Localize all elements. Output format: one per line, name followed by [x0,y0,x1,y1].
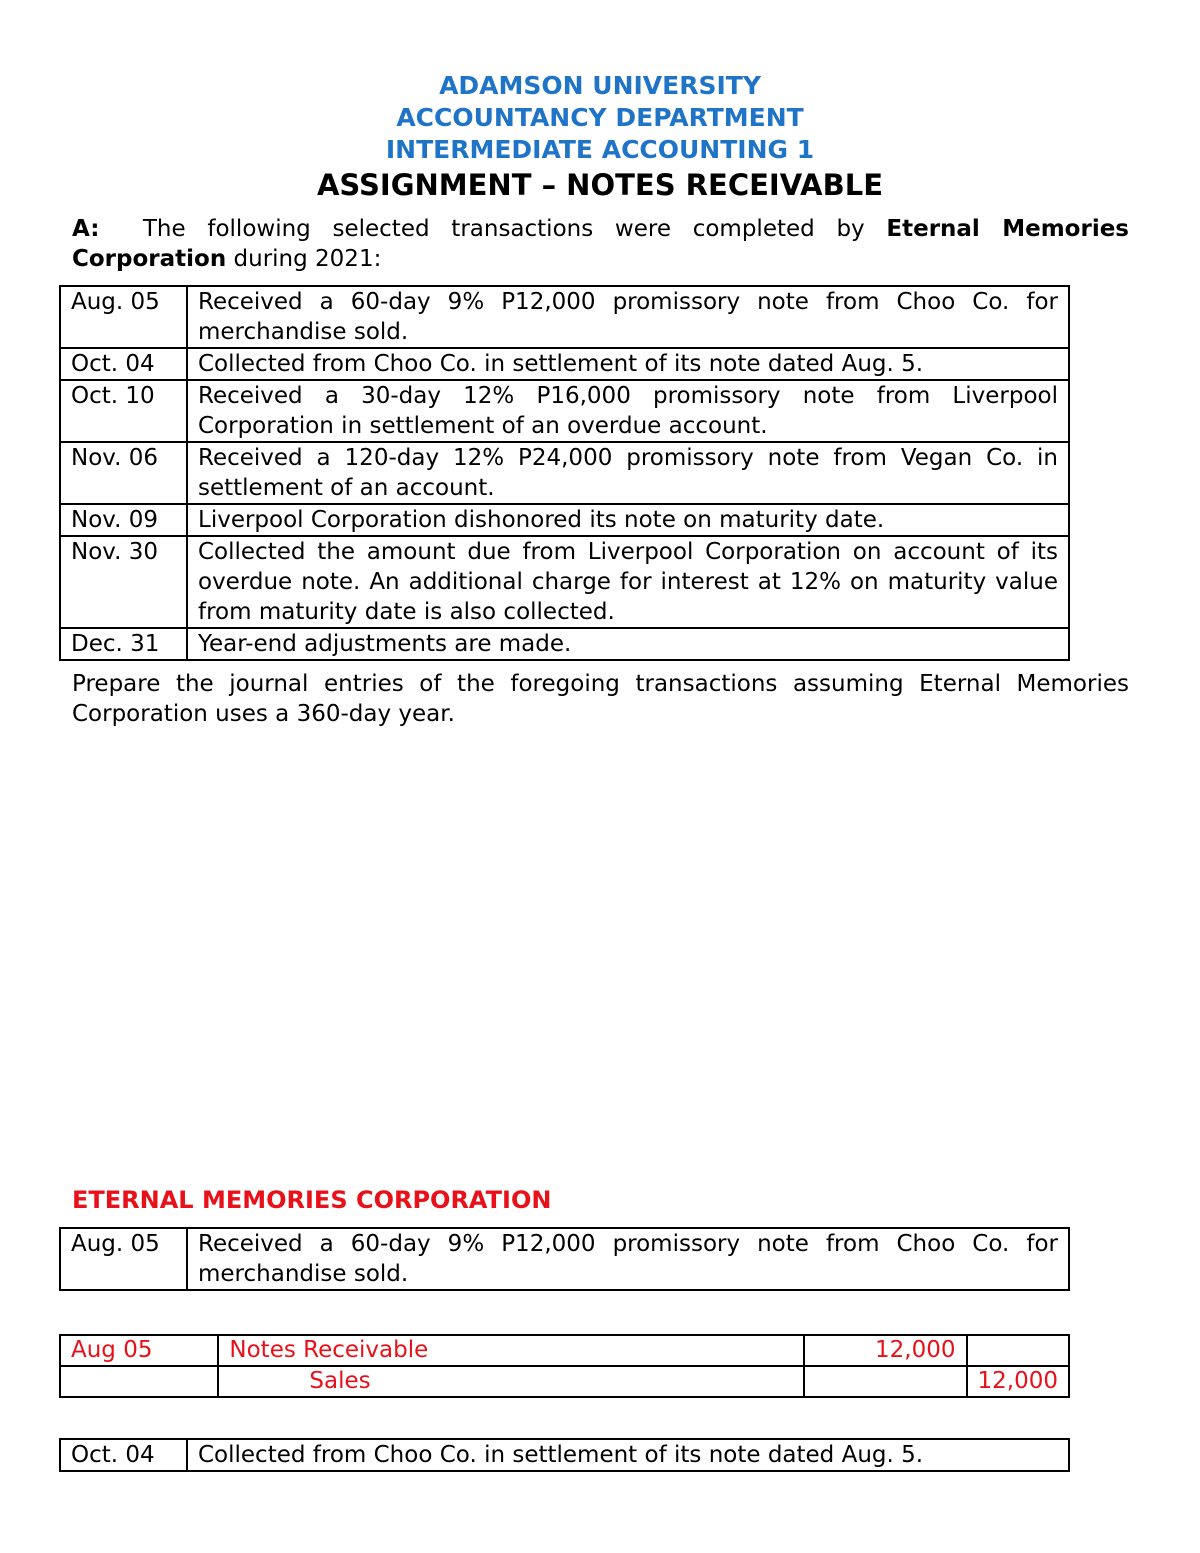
transaction-date: Oct. 04 [60,1439,187,1471]
journal-date: Aug 05 [60,1335,218,1366]
department-name: ACCOUNTANCY DEPARTMENT [396,103,804,132]
transactions-table [59,285,1070,661]
university-name: ADAMSON UNIVERSITY [439,71,761,100]
intro-label: A: [72,216,100,242]
transaction-description: Liverpool Corporation dishonored its note on maturity date. [187,504,1069,536]
journal-credit: 12,000 [967,1366,1069,1397]
transaction-date: Oct. 04 [60,348,187,380]
table-row [60,286,1069,348]
table-row [60,348,1069,380]
transaction-date: Nov. 30 [60,536,187,628]
transaction-description: Collected from Choo Co. in settlement of its note dated Aug. 5. [187,1439,1069,1471]
transaction-description: Received a 120-day 12% P24,000 promissory note from Vegan Co. in settlement of an account. [187,442,1069,504]
intro-company: Eternal Memories Corporation [72,216,1130,272]
answer-company-title: ETERNAL MEMORIES CORPORATION [72,1186,552,1214]
intro-text-before: The following selected transactions were completed by [99,216,887,242]
journal-row [60,1335,1069,1366]
table-row [60,504,1069,536]
transaction-date: Nov. 06 [60,442,187,504]
table-row [60,536,1069,628]
table-row [60,628,1069,660]
table-row [60,442,1069,504]
answer-transaction-table-1 [59,1227,1070,1291]
journal-debit: 12,000 [804,1335,967,1366]
table-row [60,380,1069,442]
course-name: INTERMEDIATE ACCOUNTING 1 [385,135,815,164]
journal-account: Notes Receivable [218,1335,803,1366]
intro-paragraph [72,214,1129,274]
journal-credit [967,1335,1069,1366]
transaction-description: Received a 60-day 9% P12,000 promissory note from Choo Co. for merchandise sold. [187,1228,1069,1290]
table-row [60,1439,1069,1471]
journal-row [60,1366,1069,1397]
journal-account: Sales [218,1366,803,1397]
transaction-date: Oct. 10 [60,380,187,442]
transaction-date: Aug. 05 [60,1228,187,1290]
journal-debit [804,1366,967,1397]
transaction-description: Received a 60-day 9% P12,000 promissory note from Choo Co. for merchandise sold. [187,286,1069,348]
transaction-description: Year-end adjustments are made. [187,628,1069,660]
transaction-description: Collected from Choo Co. in settlement of its note dated Aug. 5. [187,348,1069,380]
transaction-date: Nov. 09 [60,504,187,536]
assignment-title: ASSIGNMENT – NOTES RECEIVABLE [316,168,884,202]
instruction-paragraph: Prepare the journal entries of the foregoing transactions assuming Eternal Memories Corporation uses a 360-day year. [72,671,1129,727]
intro-text-after: during 2021: [226,246,382,272]
journal-entry-table [59,1334,1070,1398]
transaction-description: Collected the amount due from Liverpool Corporation on account of its overdue note. An additional charge for interest at 12% on maturity value from maturity date is also collected. [187,536,1069,628]
journal-date [60,1366,218,1397]
transaction-date: Dec. 31 [60,628,187,660]
table-row [60,1228,1069,1290]
transaction-description: Received a 30-day 12% P16,000 promissory note from Liverpool Corporation in settlement of an overdue account. [187,380,1069,442]
transaction-date: Aug. 05 [60,286,187,348]
answer-transaction-table-2 [59,1438,1070,1472]
